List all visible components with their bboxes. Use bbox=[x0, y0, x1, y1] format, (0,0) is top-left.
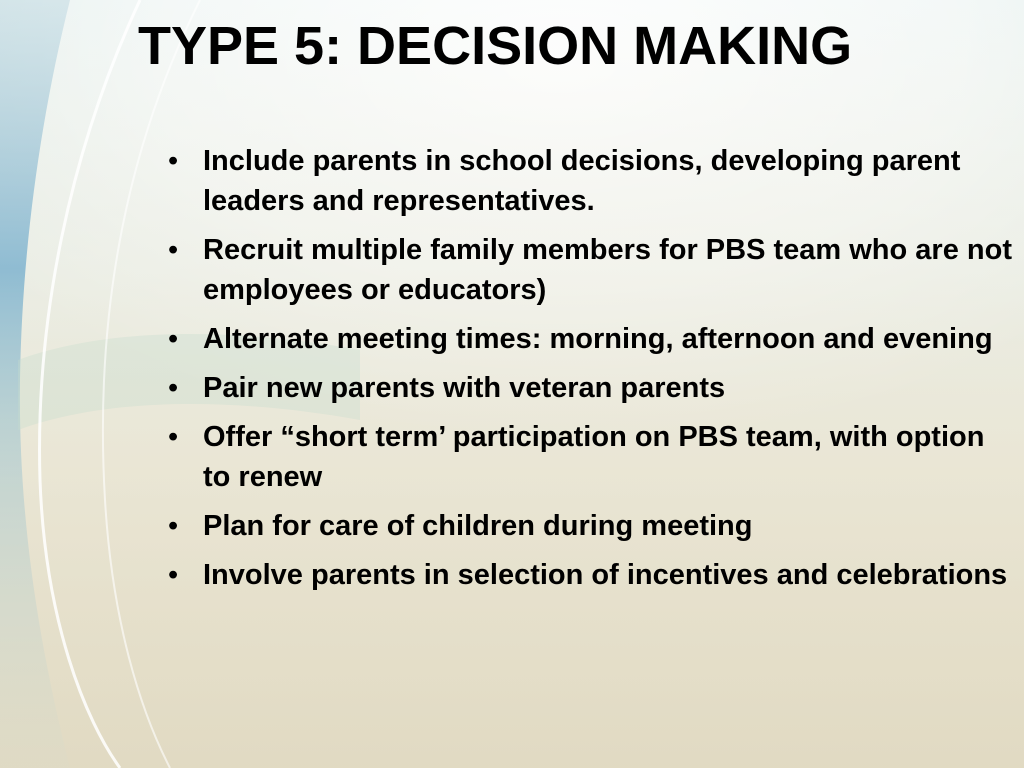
bullet-item bbox=[162, 368, 1014, 408]
bullet-text: Involve parents in selection of incentives and celebrations bbox=[203, 559, 1008, 591]
bullet-list bbox=[162, 141, 1014, 604]
bullet-dot-icon: • bbox=[168, 559, 179, 591]
bullet-dot-icon: • bbox=[168, 421, 179, 453]
bullet-item bbox=[162, 319, 1014, 359]
bullet-text: Recruit multiple family members for PBS team who are not employees or educators) bbox=[203, 234, 1012, 306]
bullet-text: Offer “short term’ participation on PBS team, with option to renew bbox=[203, 421, 985, 493]
bullet-dot-icon: • bbox=[168, 323, 179, 355]
slide-title: TYPE 5: DECISION MAKING bbox=[138, 16, 853, 76]
bullet-text: Include parents in school decisions, developing parent leaders and representatives. bbox=[203, 145, 961, 217]
bullet-text: Plan for care of children during meeting bbox=[203, 510, 753, 542]
bullet-dot-icon: • bbox=[168, 145, 179, 177]
bullet-item bbox=[162, 141, 1014, 221]
bullet-dot-icon: • bbox=[168, 372, 179, 404]
bullet-dot-icon: • bbox=[168, 234, 179, 266]
bullet-item bbox=[162, 555, 1014, 595]
bullet-text: Alternate meeting times: morning, afternoon and evening bbox=[203, 323, 993, 355]
bullet-item bbox=[162, 230, 1014, 310]
bullet-item bbox=[162, 506, 1014, 546]
bullet-dot-icon: • bbox=[168, 510, 179, 542]
bullet-text: Pair new parents with veteran parents bbox=[203, 372, 726, 404]
bullet-item bbox=[162, 417, 1014, 497]
